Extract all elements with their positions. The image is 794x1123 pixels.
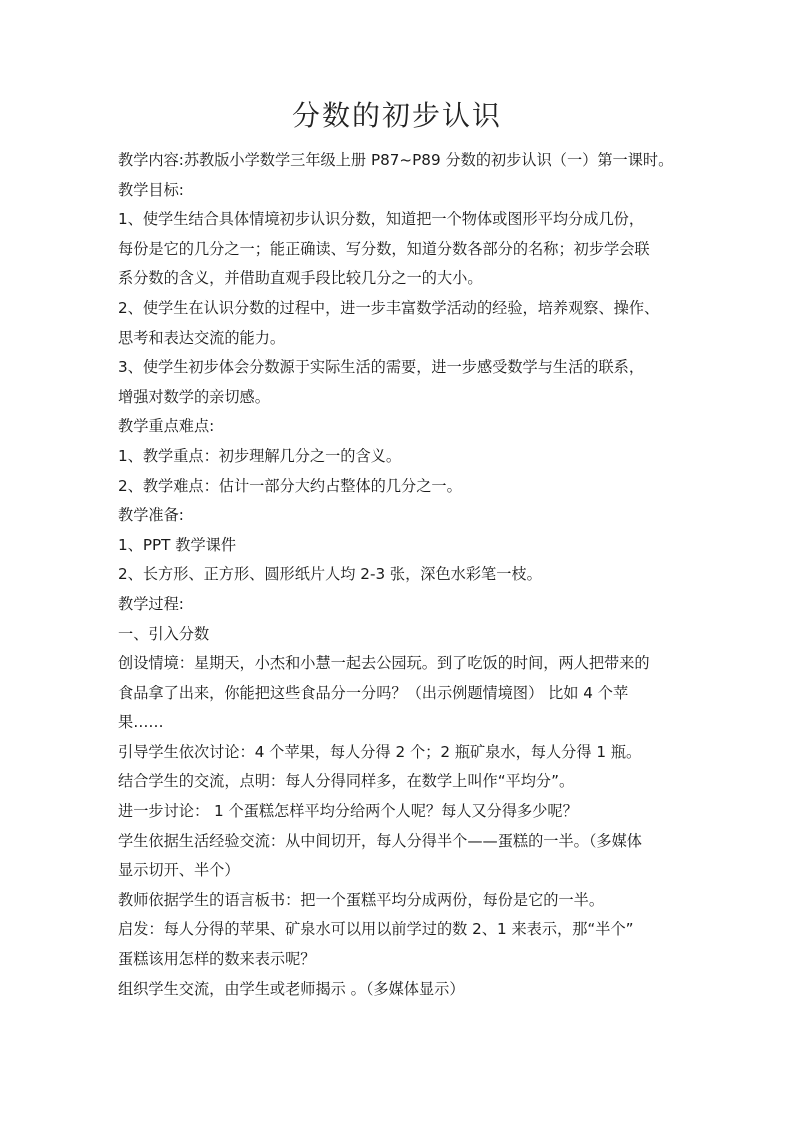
text-line: 学生依据生活经验交流：从中间切开，每人分得半个——蛋糕的一半。（多媒体: [118, 831, 642, 850]
text-line: 进一步讨论： 1 个蛋糕怎样平均分给两个人呢？每人又分得多少呢？: [118, 802, 578, 821]
text-line: 1、教学重点：初步理解几分之一的含义。: [118, 446, 402, 465]
text-line: 教学内容:苏教版小学数学三年级上册 P87~P89 分数的初步认识（一）第一课时。: [118, 151, 674, 169]
text-line: 2、长方形、正方形、圆形纸片人均 2-3 张，深色水彩笔一枝。: [118, 565, 542, 584]
text-line: 系分数的含义，并借助直观手段比较几分之一的大小。: [118, 269, 483, 288]
text-line: 1、PPT 教学课件: [118, 535, 237, 554]
text-line: 教学准备:: [118, 506, 184, 525]
text-line: 教学过程:: [118, 594, 184, 613]
text-line: 1、使学生结合具体情境初步认识分数，知道把一个物体或图形平均分成几份，: [118, 210, 645, 229]
text-line: 结合学生的交流，点明：每人分得同样多，在数学上叫作“平均分”。: [118, 772, 575, 791]
text-line: 显示切开、半个）: [118, 861, 240, 880]
text-line: 每份是它的几分之一；能正确读、写分数，知道分数各部分的名称；初步学会联: [118, 239, 650, 258]
text-line: 组织学生交流，由学生或老师揭示 。（多媒体显示）: [118, 979, 465, 998]
text-line: 教学目标:: [118, 180, 184, 199]
text-line: 引导学生依次讨论：4 个苹果，每人分得 2 个；2 瓶矿泉水，每人分得 1 瓶。: [118, 742, 642, 761]
document-body: [118, 146, 688, 1004]
text-line: 教学重点难点:: [118, 417, 215, 436]
text-line: 思考和表达交流的能力。: [118, 328, 286, 347]
text-line: 3、使学生初步体会分数源于实际生活的需要，进一步感受数学与生活的联系，: [118, 358, 645, 377]
text-line: 教师依据学生的语言板书：把一个蛋糕平均分成两份，每份是它的一半。: [118, 890, 604, 909]
text-line: 启发：每人分得的苹果、矿泉水可以用以前学过的数 2、1 来表示，那“半个”: [118, 920, 634, 939]
text-line: 增强对数学的亲切感。: [118, 387, 270, 406]
text-line: 一、引入分数: [118, 624, 210, 643]
document-title: 分数的初步认识: [291, 99, 502, 132]
text-line: 2、教学难点：估计一部分大约占整体的几分之一。: [118, 476, 462, 495]
text-line: 2、使学生在认识分数的过程中，进一步丰富数学活动的经验，培养观察、操作、: [118, 298, 660, 317]
text-line: 果……: [118, 713, 164, 732]
text-line: 创设情境：星期天，小杰和小慧一起去公园玩。到了吃饭的时间，两人把带来的: [118, 654, 650, 673]
text-line: 蛋糕该用怎样的数来表示呢？: [118, 950, 316, 969]
text-line: 食品拿了出来，你能把这些食品分一分吗？（出示例题情境图） 比如 4 个苹: [118, 683, 629, 702]
